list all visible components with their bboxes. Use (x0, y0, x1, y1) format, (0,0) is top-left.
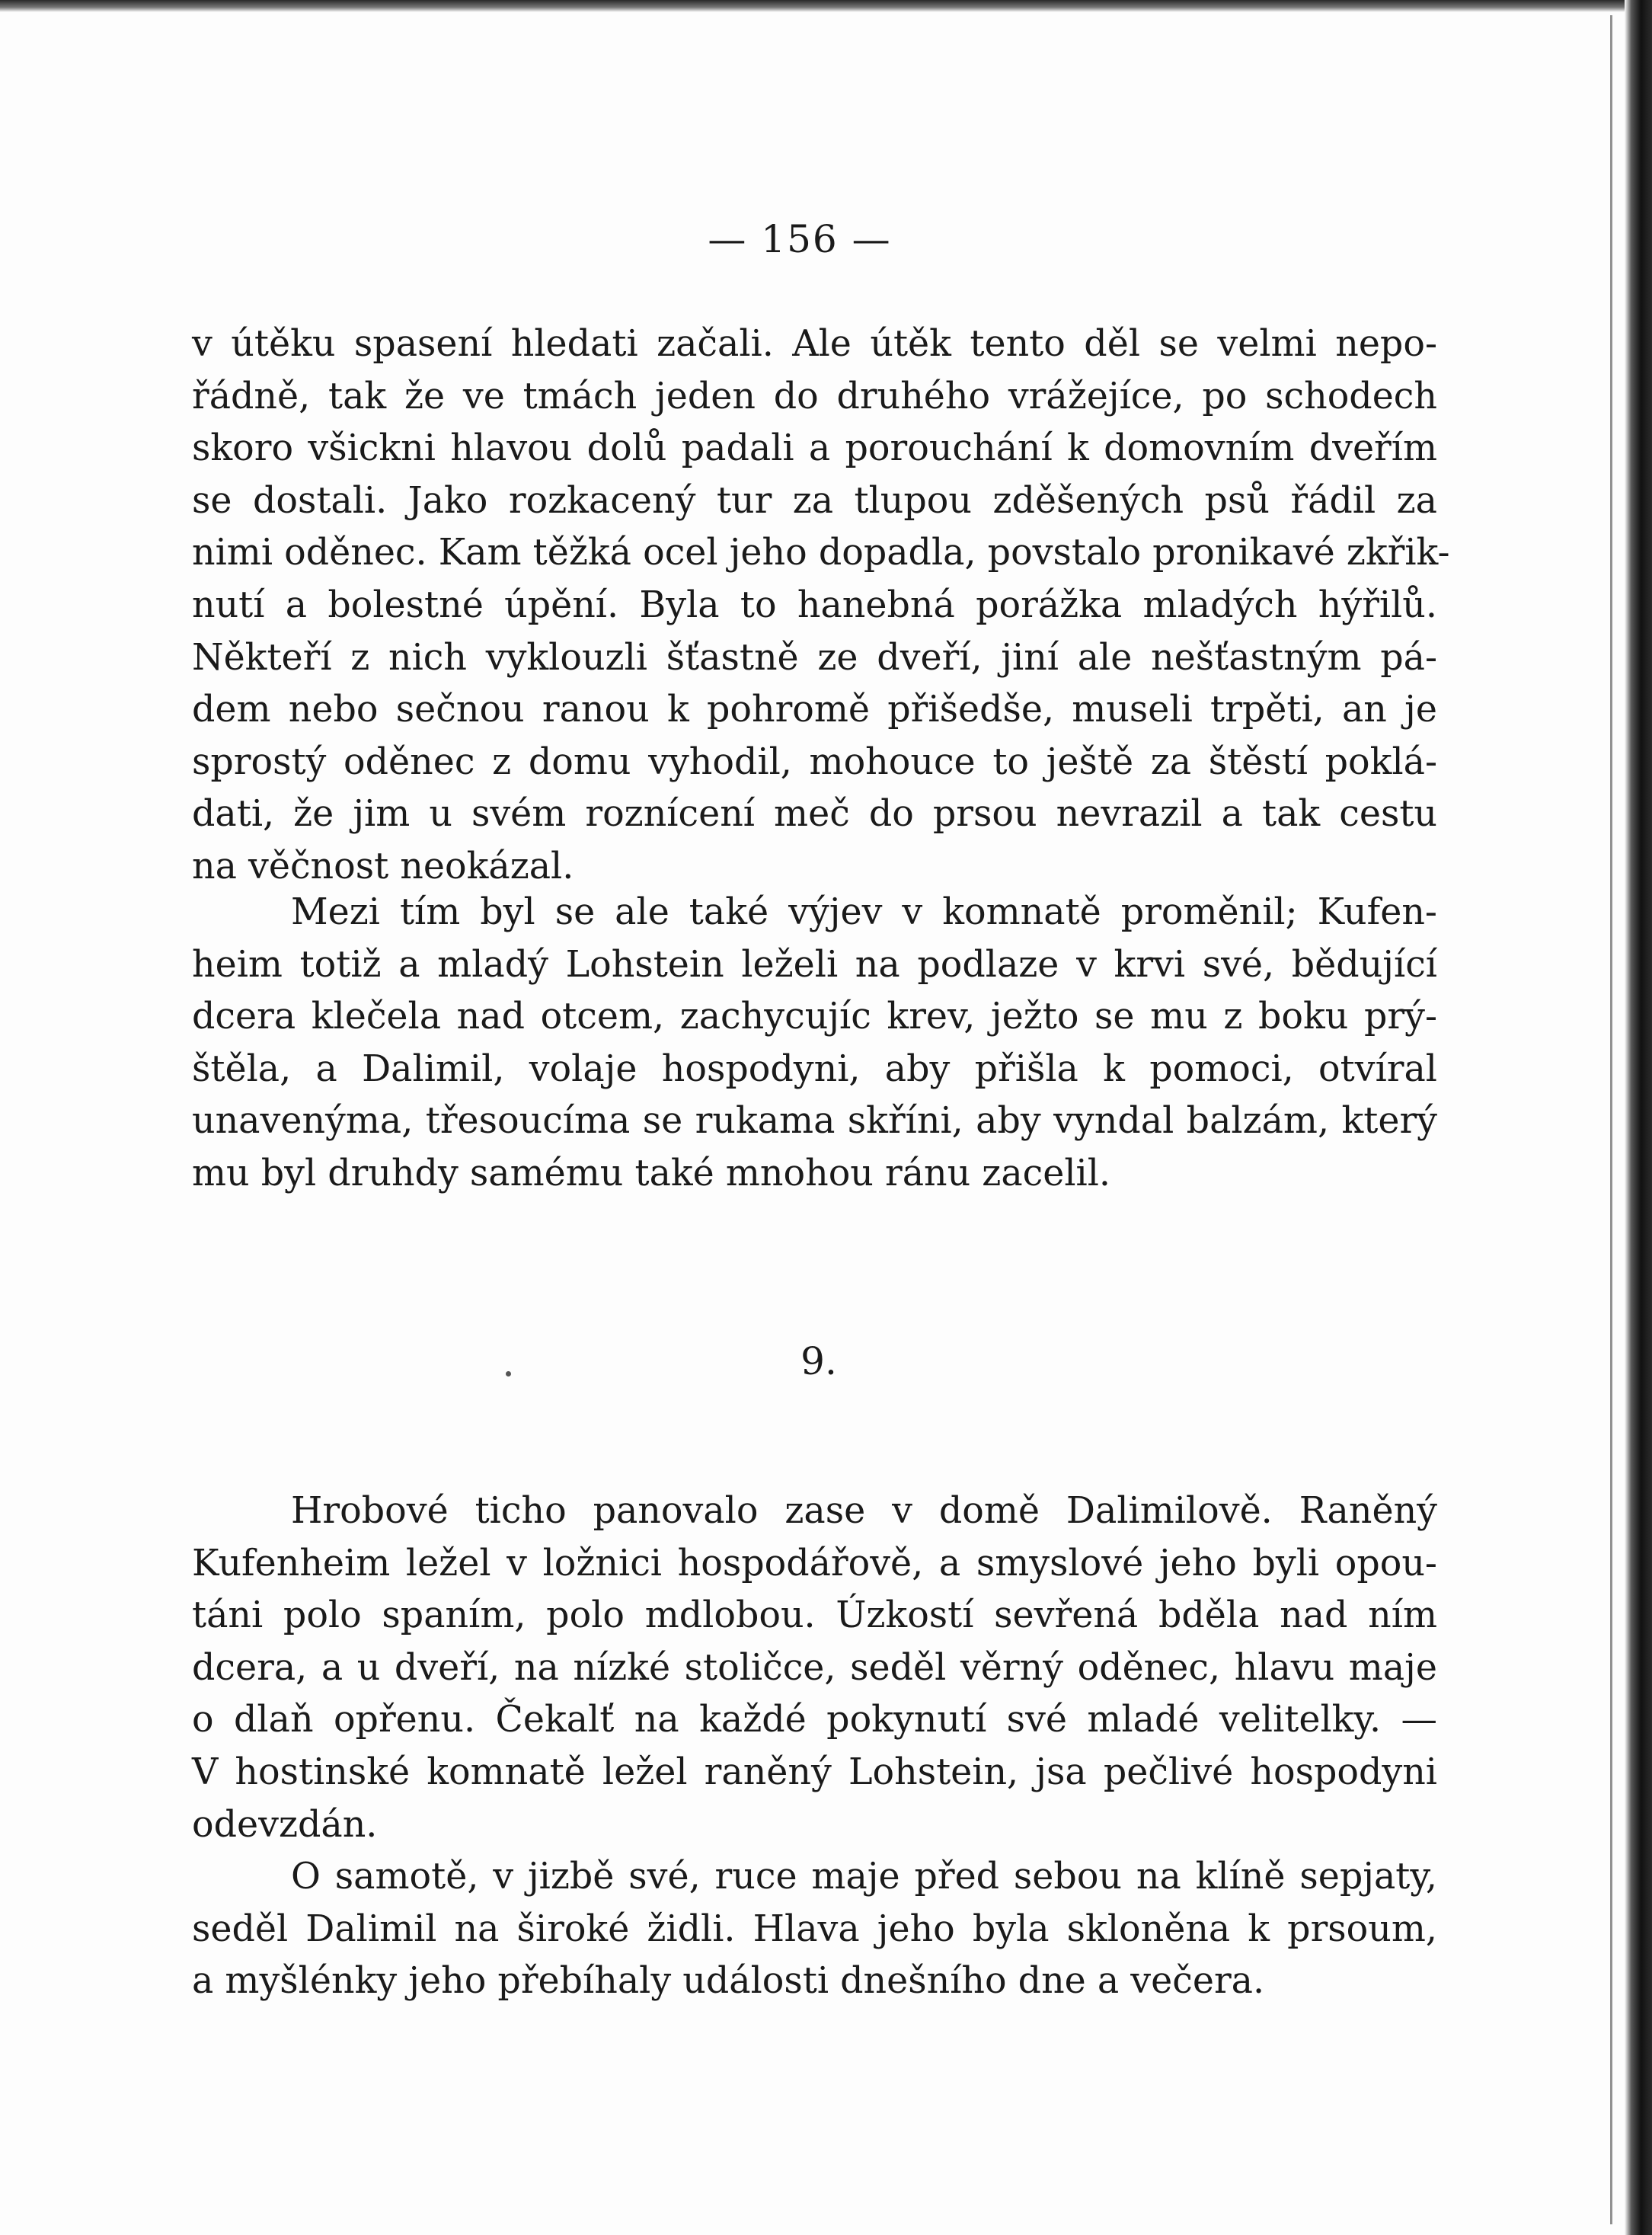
text-line: nimi oděnec. Kam těžká ocel jeho dopadla, povstalo pronikavé zkřik- (192, 532, 1450, 574)
text-line: odevzdán. (192, 1803, 378, 1846)
text-line: Kufenheim ležel v ložnici hospodářově, a smyslové jeho byli opou- (192, 1542, 1437, 1584)
paragraph-2 (192, 887, 1437, 1201)
text-line: o dlaň opřenu. Čekalť na každé pokynutí své mladé velitelky. — (192, 1699, 1437, 1741)
page-number: — 156 — (708, 217, 892, 261)
text-line: dati, že jim u svém roznícení meč do prsou nevrazil a tak cestu (192, 793, 1437, 836)
text-line: táni polo spaním, polo mdlobou. Úzkostí sevřená bděla nad ním (192, 1594, 1437, 1637)
text-line: Mezi tím byl se ale také výjev v komnatě proměnil; Kufen- (291, 891, 1437, 933)
text-line: v útěku spasení hledati začali. Ale útěk tento děl se velmi nepo- (192, 323, 1437, 365)
scan-border-right (1625, 0, 1652, 2235)
text-line: unavenýma, třesoucíma se rukama skříni, aby vyndal balzám, který (192, 1100, 1437, 1143)
text-line: a myšlénky jeho přebíhaly události dnešního dne a večera. (192, 1960, 1265, 2003)
text-line: dcera, a u dveří, na nízké stoličce, seděl věrný oděnec, hlavu maje (192, 1646, 1437, 1689)
text-line: dcera klečela nad otcem, zachycujíc krev, ježto se mu z boku prý- (192, 996, 1437, 1038)
scan-shadow-line (1610, 15, 1612, 2224)
paragraph-1 (192, 318, 1450, 894)
text-line: štěla, a Dalimil, volaje hospodyni, aby přišla k pomoci, otvíral (192, 1047, 1437, 1090)
text-line: mu byl druhdy samému také mnohou ránu zacelil. (192, 1152, 1111, 1194)
text-line: seděl Dalimil na široké židli. Hlava jeho byla skloněna k prsoum, (192, 1907, 1437, 1950)
text-line: na věčnost neokázal. (192, 845, 574, 887)
paragraph-3 (192, 1485, 1437, 1851)
text-line: nutí a bolestné úpění. Byla to hanebná porážka mladých hýřilů. (192, 584, 1437, 626)
text-line: V hostinské komnatě ležel raněný Lohstein, jsa pečlivé hospodyni (192, 1751, 1437, 1793)
text-line: Hrobové ticho panovalo zase v domě Dalimilově. Raněný (291, 1490, 1437, 1532)
text-line: řádně, tak že ve tmách jeden do druhého vrážejíce, po schodech (192, 375, 1437, 417)
text-line: sprostý oděnec z domu vyhodil, mohouce to ještě za štěstí poklá- (192, 740, 1437, 783)
text-line: Někteří z nich vyklouzli šťastně ze dveří, jiní ale nešťastným pá- (192, 636, 1437, 679)
text-line: heim totiž a mladý Lohstein leželi na podlaze v krvi své, bědující (192, 943, 1437, 986)
paragraph-4 (192, 1851, 1437, 2008)
text-line: O samotě, v jizbě své, ruce maje před sebou na klíně sepjaty, (291, 1856, 1437, 1898)
text-line: skoro všickni hlavou dolů padali a porouchání k domovním dveřím (192, 427, 1437, 470)
text-line: se dostali. Jako rozkacený tur za tlupou zděšených psů řádil za (192, 479, 1437, 522)
text-line: dem nebo sečnou ranou k pohromě přišedše, museli trpěti, an je (192, 689, 1437, 731)
scan-border-top (0, 0, 1652, 12)
section-number: 9. (800, 1339, 837, 1383)
